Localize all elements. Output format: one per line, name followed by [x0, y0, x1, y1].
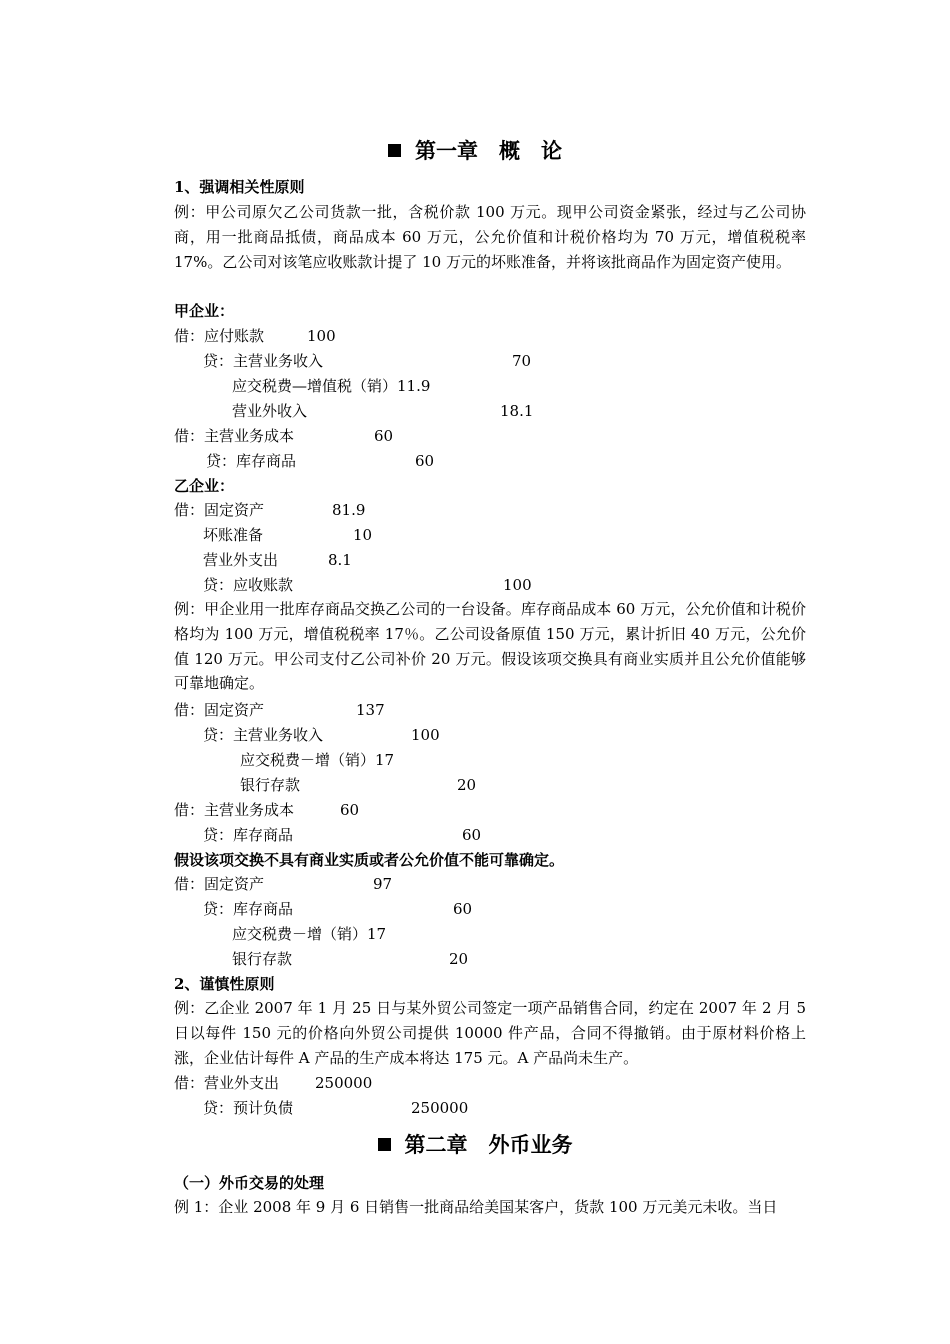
entry-amount: 20 [457, 776, 477, 794]
chapter-2-title: 第二章 外币业务 [404, 1132, 573, 1157]
entry-amount: 18.1 [500, 402, 534, 420]
entry-amount: 60 [374, 427, 394, 445]
entry-amount: 137 [356, 701, 385, 719]
entry-text: 借：固定资产 [174, 875, 265, 893]
section-heading: 2、谨慎性原则 [174, 975, 275, 993]
chapter-2-heading [0, 1131, 950, 1159]
entry-text: 借：固定资产 [174, 701, 265, 719]
entry-text: 贷：应收账款 [203, 576, 294, 594]
entry-text: 营业外支出 [203, 551, 279, 569]
assumption-text: 假设该项交换不具有商业实质或者公允价值不能可靠确定。 [174, 851, 565, 869]
entry-text: 应交税费－增（销）17 [232, 925, 387, 943]
entry-amount: 100 [503, 576, 532, 594]
entry-text: 借：主营业务成本 [174, 427, 295, 445]
section-heading: 1、强调相关性原则 [174, 178, 305, 196]
entry-text: 借：营业外支出 [174, 1074, 280, 1092]
chapter-1-title: 第一章 概 论 [415, 138, 562, 163]
entry-text: 借：固定资产 [174, 501, 265, 519]
yi-label: 乙企业： [174, 477, 235, 495]
entry-text: 贷：预计负债 [203, 1099, 294, 1117]
entry-amount: 60 [453, 900, 473, 918]
entry-amount: 100 [411, 726, 440, 744]
example-paragraph: 例 1：企业 2008 年 9 月 6 日销售一批商品给美国某客户，货款 100 万元美元未收。当日 [174, 1198, 778, 1216]
entry-text: 贷：主营业务收入 [203, 726, 324, 744]
example-paragraph: 例：甲公司原欠乙公司货款一批，含税价款 100 万元。现甲公司资金紧张，经过与乙公司协商，用一批商品抵债，商品成本 60 万元，公允价值和计税价格均为 70 万元，增值税税率 17%。乙公司对该笔应收账款计提了 10 万元的坏账准备，并将该批商品作为固定资产使用。 [174, 203, 806, 271]
entry-amount: 60 [415, 452, 435, 470]
jia-label: 甲企业： [174, 302, 235, 320]
entry-text: 贷：库存商品 [203, 826, 294, 844]
entry-amount: 60 [462, 826, 482, 844]
example-paragraph: 例：乙企业 2007 年 1 月 25 日与某外贸公司签定一项产品销售合同，约定在 2007 年 2 月 5 日以每件 150 元的价格向外贸公司提供 10000 件产品，合同不得撤销。由于原材料价格上涨，企业估计每件 A 产品的生产成本将达 175 元。A 产品尚未生产。 [174, 999, 806, 1067]
entry-amount: 250000 [411, 1099, 469, 1117]
entry-text: 贷：库存商品 [203, 900, 294, 918]
entry-amount: 70 [512, 352, 532, 370]
square-bullet-icon [388, 144, 401, 157]
entry-text: 贷：库存商品 [206, 452, 297, 470]
subsection-heading: （一）外币交易的处理 [174, 1174, 325, 1192]
entry-text: 营业外收入 [232, 402, 308, 420]
entry-amount: 60 [340, 801, 360, 819]
entry-text: 银行存款 [240, 776, 301, 794]
entry-amount: 20 [449, 950, 469, 968]
square-bullet-icon [378, 1138, 391, 1151]
example-paragraph: 例：甲企业用一批库存商品交换乙公司的一台设备。库存商品成本 60 万元，公允价值和计税价格均为 100 万元，增值税税率 17％。乙公司设备原值 150 万元，累计折旧 40 万元，公允价值 120 万元。甲公司支付乙公司补价 20 万元。假设该项交换具有商业实质并且公允价值能够可靠地确定。 [174, 600, 806, 693]
entry-text: 借：应付账款 [174, 327, 265, 345]
entry-amount: 250000 [315, 1074, 373, 1092]
entry-text: 贷：主营业务收入 [203, 352, 324, 370]
entry-amount: 8.1 [328, 551, 352, 569]
entry-text: 坏账准备 [203, 526, 264, 544]
entry-text: 借：主营业务成本 [174, 801, 295, 819]
chapter-1-heading [0, 137, 950, 165]
entry-text: 应交税费—增值税（销）11.9 [232, 377, 431, 395]
entry-amount: 100 [307, 327, 336, 345]
entry-amount: 10 [353, 526, 373, 544]
entry-amount: 81.9 [332, 501, 366, 519]
entry-amount: 97 [373, 875, 393, 893]
entry-text: 银行存款 [232, 950, 293, 968]
entry-text: 应交税费－增（销）17 [240, 751, 395, 769]
